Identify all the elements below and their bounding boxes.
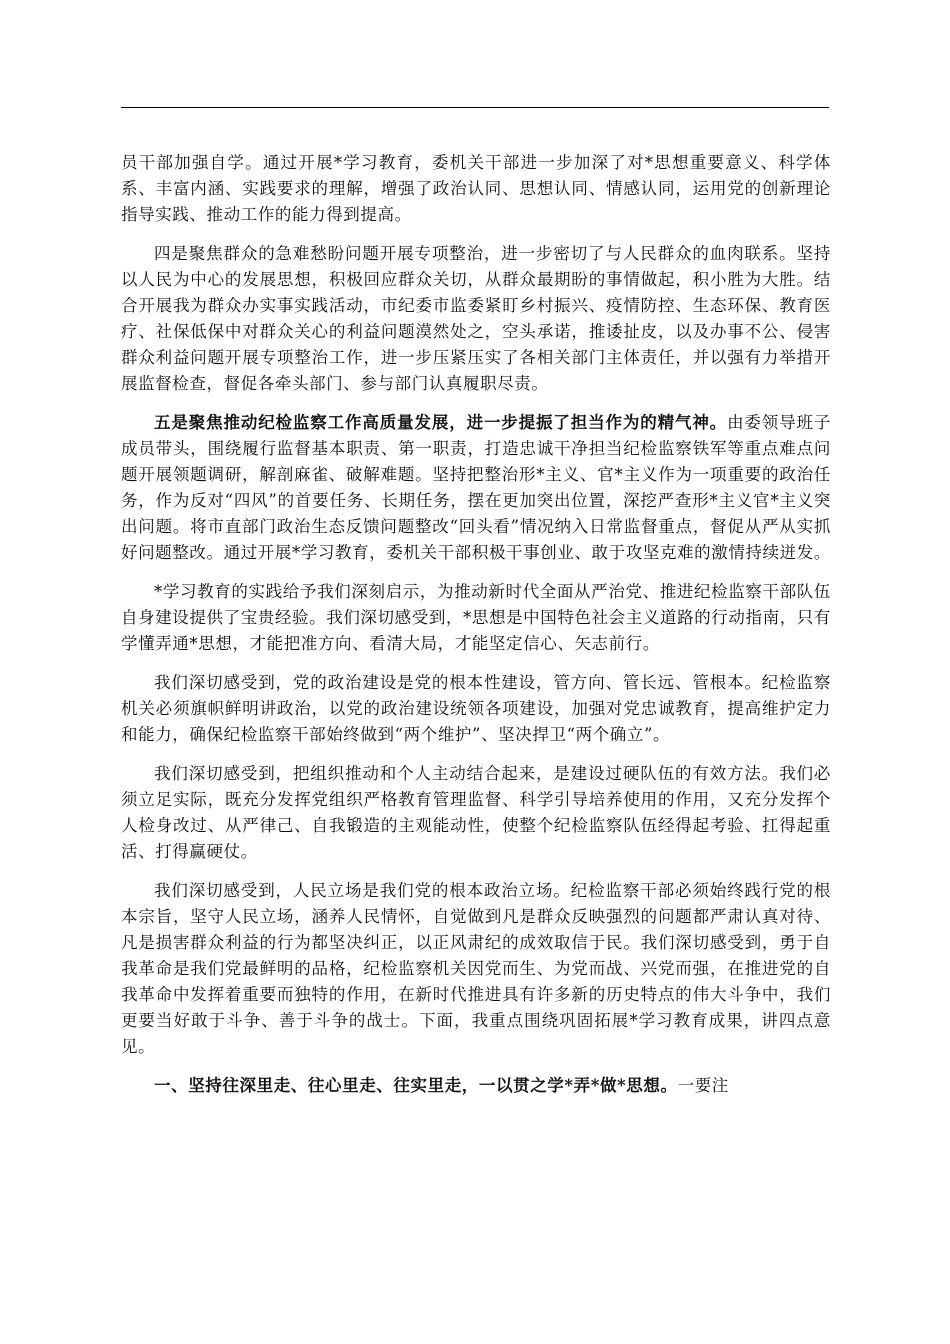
paragraph-continuation [121,150,831,228]
paragraph-text: 由委领导班子成员带头，围绕履行监督基本职责、第一职责，打造忠诚干净担当纪检监察铁军等重点难点问题开展领题调研，解剖麻雀、破解难题。坚持把整治形*主义、官*主义作为一项重要的政治任务，作为反对“四风”的首要任务、长期任务，摆在更加突出位置，深挖严查形*主义官*主义突出问题。将市直部门政治生态反馈问题整改“回头看”情况纳入日常监督重点，督促从严从实抓好问题整改。通过开展*学习教育，委机关干部积极干事创业、敢于攻坚克难的激情持续迸发。 [121,413,831,562]
paragraph-text: 我们深切感受到，党的政治建设是党的根本性建设，管方向、管长远、管根本。纪检监察机关必须旗帜鲜明讲政治，以党的政治建设统领各项建设，加强对党忠诚教育，提高维护定力和能力，确保纪检监察干部始终做到“两个维护”、坚决捍卫“两个确立”。 [121,673,831,744]
paragraph-insight [121,579,831,657]
paragraph-text: 一要注 [677,1076,729,1095]
paragraph-section-one [121,1073,831,1099]
paragraph-political-building [121,670,831,748]
paragraph-text: *学习教育的实践给予我们深刻启示，为推动新时代全面从严治党、推进纪检监察干部队伍自身建设提供了宝贵经验。我们深切感受到，*思想是中国特色社会主义道路的行动指南，只有学懂弄通*思想，才能把准方向、看清大局，才能坚定信心、矢志前行。 [121,582,831,653]
paragraph-text: 员干部加强自学。通过开展*学习教育，委机关干部进一步加深了对*思想重要意义、科学体系、丰富内涵、实践要求的理解，增强了政治认同、思想认同、情感认同，运用党的创新理论指导实践、推动工作的能力得到提高。 [121,153,831,224]
paragraph-text: 四是聚焦群众的急难愁盼问题开展专项整治，进一步密切了与人民群众的血肉联系。坚持以人民为中心的发展思想，积极回应群众关切，从群众最期盼的事情做起，积小胜为大胜。结合开展我为群众办实事实践活动，市纪委市监委紧盯乡村振兴、疫情防控、生态环保、教育医疗、社保低保中对群众关心的利益问题漠然处之，空头承诺，推诿扯皮，以及办事不公、侵害群众利益问题开展专项整治工作，进一步压紧压实了各相关部门主体责任，并以强有力举措开展监督检查，督促各牵头部门、参与部门认真履职尽责。 [121,244,831,393]
paragraph-text: 我们深切感受到，把组织推动和个人主动结合起来，是建设过硬队伍的有效方法。我们必须立足实际，既充分发挥党组织严格教育管理监督、科学引导培养使用的作用，又充分发挥个人检身改过、从严律己、自我锻造的主观能动性，使整个纪检监察队伍经得起考验、扛得起重活、打得赢硬仗。 [121,764,831,861]
paragraph-lead-bold: 五是聚焦推动纪检监察工作高质量发展，进一步提振了担当作为的精气神。 [154,413,728,432]
paragraph-point-five [121,410,831,566]
paragraph-team-building [121,761,831,865]
paragraph-lead-bold: 一、坚持往深里走、往心里走、往实里走，一以贯之学*弄*做*思想。 [154,1076,678,1095]
paragraph-point-four [121,241,831,397]
header-rule [121,107,829,108]
document-body [121,150,831,1112]
paragraph-text: 我们深切感受到，人民立场是我们党的根本政治立场。纪检监察干部必须始终践行党的根本宗旨，坚守人民立场，涵养人民情怀，自觉做到凡是群众反映强烈的问题都严肃认真对待、凡是损害群众利益的行为都坚决纠正，以正风肃纪的成效取信于民。我们深切感受到，勇于自我革命是我们党最鲜明的品格，纪检监察机关因党而生、为党而战、兴党而强，在推进党的自我革命中发挥着重要而独特的作用，在新时代推进具有许多新的历史特点的伟大斗争中，我们更要当好敢于斗争、善于斗争的战士。下面，我重点围绕巩固拓展*学习教育成果，讲四点意见。 [121,881,831,1056]
paragraph-people-stance [121,878,831,1060]
